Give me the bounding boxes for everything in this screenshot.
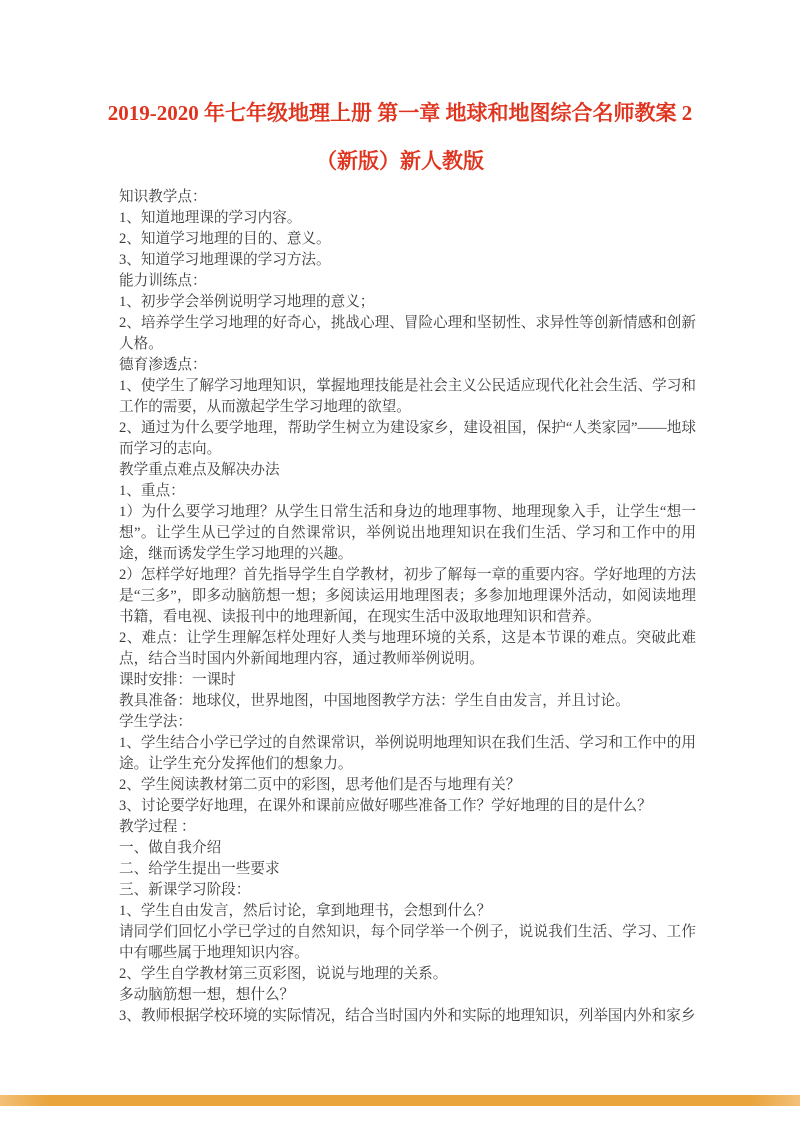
paragraph: 能力训练点：: [119, 273, 207, 289]
paragraph: 多动脑筋想一想，想什么？: [119, 987, 295, 1003]
paragraph: 2、培养学生学习地理的好奇心，挑战心理、冒险心理和坚韧性、求异性等创新情感和创新人格。: [119, 315, 696, 352]
paragraph: 1、学生自由发言，然后讨论，拿到地理书，会想到什么？: [119, 903, 492, 919]
paragraph: 1、重点：: [119, 483, 185, 499]
document-title-line-1: 2019-2020 年七年级地理上册 第一章 地球和地图综合名师教案 2: [107, 101, 693, 125]
paragraph: 课时安排：一课时: [119, 672, 236, 688]
paragraph: 1、使学生了解学习地理知识，掌握地理技能是社会主义公民适应现代化社会生活、学习和工作的需要，从而激起学生学习地理的欲望。: [119, 378, 696, 415]
paragraph: 3、教师根据学校环境的实际情况，结合当时国内外和实际的地理知识，列举国内外和家乡: [119, 1008, 696, 1024]
paragraph: 1、学生结合小学已学过的自然课常识，举例说明地理知识在我们生活、学习和工作中的用途。让学生充分发挥他们的想象力。: [119, 735, 696, 772]
paragraph: 学生学法：: [119, 714, 192, 730]
paragraph: 教具准备：地球仪，世界地图，中国地图教学方法：学生自由发言，并且讨论。: [119, 693, 630, 709]
bottom-accent-bar: [0, 1095, 800, 1106]
paragraph: 1、初步学会举例说明学习地理的意义；: [119, 294, 375, 310]
paragraph: 教学过程 ：: [119, 819, 196, 835]
paragraph: 2、难点：让学生理解怎样处理好人类与地理环境的关系，这是本节课的难点。突破此难点，结合当时国内外新闻地理内容，通过教师举例说明。: [119, 630, 696, 667]
paragraph: 请同学们回忆小学已学过的自然知识，每个同学举一个例子，说说我们生活、学习、工作中有哪些属于地理知识内容。: [119, 924, 696, 961]
paragraph: 1、知道地理课的学习内容。: [119, 210, 302, 226]
paragraph: 2、通过为什么要学地理，帮助学生树立为建设家乡，建设祖国，保护“人类家园”——地球而学习的志向。: [119, 420, 696, 457]
paragraph: 知识教学点：: [119, 189, 207, 205]
document-title: [0, 0, 800, 174]
paragraph: 一、做自我介绍: [119, 840, 222, 856]
paragraph: 2）怎样学好地理？首先指导学生自学教材，初步了解每一章的重要内容。学好地理的方法是“三多”，即多动脑筋想一想；多阅读运用地理图表；多参加地理课外活动，如阅读地理书籍，看电视、读报刊中的地理新闻，在现实生活中汲取地理知识和营养。: [119, 567, 696, 625]
paragraph: 3、讨论要学好地理，在课外和课前应做好哪些准备工作？学好地理的目的是什么？: [119, 798, 652, 814]
paragraph: 3、知道学习地理课的学习方法。: [119, 252, 331, 268]
document-body: [119, 187, 696, 1027]
paragraph: 教学重点难点及解决办法: [119, 462, 280, 478]
paragraph: 二、给学生提出一些要求: [119, 861, 280, 877]
paragraph: 1）为什么要学习地理？从学生日常生活和身边的地理事物、地理现象入手，让学生“想一想”。让学生从已学过的自然课常识，举例说出地理知识在我们生活、学习和工作中的用途，继而诱发学生学习地理的兴趣。: [119, 504, 696, 562]
paragraph: 三、新课学习阶段：: [119, 882, 251, 898]
paragraph: 德育渗透点：: [119, 357, 207, 373]
paragraph: 2、学生阅读教材第二页中的彩图，思考他们是否与地理有关？: [119, 777, 521, 793]
paragraph: 2、学生自学教材第三页彩图，说说与地理的关系。: [119, 966, 448, 982]
paragraph: 2、知道学习地理的目的、意义。: [119, 231, 331, 247]
document-title-line-2: （新版）新人教版: [316, 149, 484, 173]
